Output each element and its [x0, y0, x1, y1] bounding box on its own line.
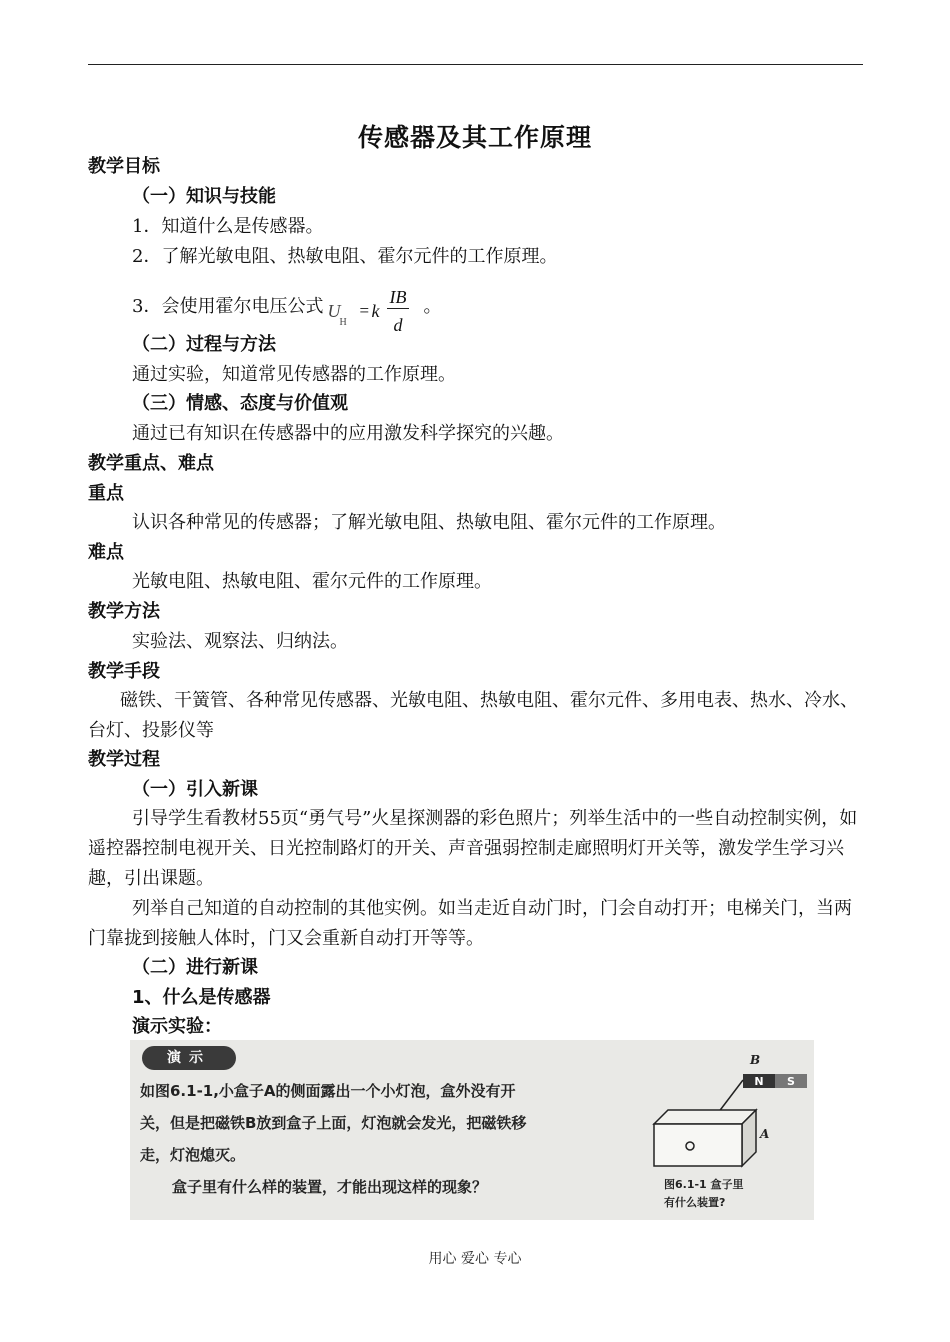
box-front — [654, 1124, 742, 1166]
goal-item-3-text: 3．会使用霍尔电压公式 — [132, 296, 324, 317]
figure-caption-1: 图6.1-1 盒子里 — [664, 1178, 744, 1191]
demo-line-4: 盒子里有什么样的装置，才能出现这样的现象？ — [172, 1178, 488, 1196]
heading-goals: 教学目标 — [88, 156, 160, 177]
heading-knowledge-skills: （一）知识与技能 — [132, 186, 276, 207]
box-top — [654, 1110, 756, 1124]
heading-new-lesson: （二）进行新课 — [132, 957, 258, 978]
page-title: 传感器及其工作原理 — [357, 123, 592, 152]
heading-intro: （一）引入新课 — [132, 779, 258, 800]
figure-caption-2: 有什么装置? — [664, 1196, 726, 1209]
heading-process-method: （二）过程与方法 — [132, 334, 276, 355]
emotion-values-text: 通过已有知识在传感器中的应用激发科学探究的兴趣。 — [132, 423, 564, 444]
heading-key-difficult: 教学重点、难点 — [88, 453, 214, 474]
process-method-text: 通过实验，知道常见传感器的工作原理。 — [132, 364, 456, 385]
heading-method: 教学方法 — [88, 601, 160, 622]
heading-emotion-values: （三）情感、态度与价值观 — [132, 393, 348, 414]
intro-paragraph-1: 引导学生看教材55页“勇气号”火星探测器的彩色照片；列举生活中的一些自动控制实例，如遥控器控制电视开关、日光控制路灯的开关、声音强弱控制走廊照明灯开关等，激发学生学习兴趣，引出课题。 — [88, 808, 858, 889]
header-rule — [88, 64, 863, 65]
demo-line-3: 走，灯泡熄灭。 — [140, 1146, 246, 1164]
demo-line-1: 如图6.1-1,小盒子A的侧面露出一个小灯泡，盒外没有开 — [140, 1082, 516, 1100]
magnet-n-label: N — [754, 1075, 764, 1088]
goal-item-2: 2．了解光敏电阻、热敏电阻、霍尔元件的工作原理。 — [132, 246, 558, 267]
demo-figure — [130, 1040, 814, 1220]
goal-item-1: 1．知道什么是传感器。 — [132, 216, 324, 237]
label-a: A — [760, 1127, 770, 1141]
difficult-text: 光敏电阻、热敏电阻、霍尔元件的工作原理。 — [132, 571, 492, 592]
magnet-s-label: S — [787, 1075, 795, 1088]
demo-badge: 演示 — [142, 1046, 236, 1070]
key-text: 认识各种常见的传感器；了解光敏电阻、热敏电阻、霍尔元件的工作原理。 — [132, 512, 726, 533]
heading-what-is-sensor: 1、什么是传感器 — [132, 987, 271, 1008]
heading-means: 教学手段 — [88, 661, 160, 682]
intro-paragraph-2: 列举自己知道的自动控制的其他实例。如当走近自动门时，门会自动打开；电梯关门，当两门靠拢到接触人体时，门又会重新自动打开等等。 — [88, 898, 852, 949]
method-text: 实验法、观察法、归纳法。 — [132, 631, 348, 652]
heading-difficult: 难点 — [88, 542, 124, 563]
demo-line-2: 关，但是把磁铁B放到盒子上面，灯泡就会发光，把磁铁移 — [140, 1114, 527, 1132]
page-footer: 用心 爱心 专心 — [428, 1251, 522, 1267]
heading-key: 重点 — [88, 483, 124, 504]
heading-process: 教学过程 — [88, 749, 160, 770]
hall-voltage-formula: U H = k IB d — [323, 282, 423, 332]
label-b: B — [750, 1053, 761, 1067]
means-text: 磁铁、干簧管、各种常见传感器、光敏电阻、热敏电阻、霍尔元件、多用电表、热水、冷水、台灯、投影仪等 — [88, 690, 858, 741]
box-magnet-illustration — [630, 1040, 814, 1220]
heading-demo: 演示实验： — [132, 1016, 222, 1037]
goal-item-3: 3．会使用霍尔电压公式 U H = k IB d 。 — [132, 282, 441, 332]
